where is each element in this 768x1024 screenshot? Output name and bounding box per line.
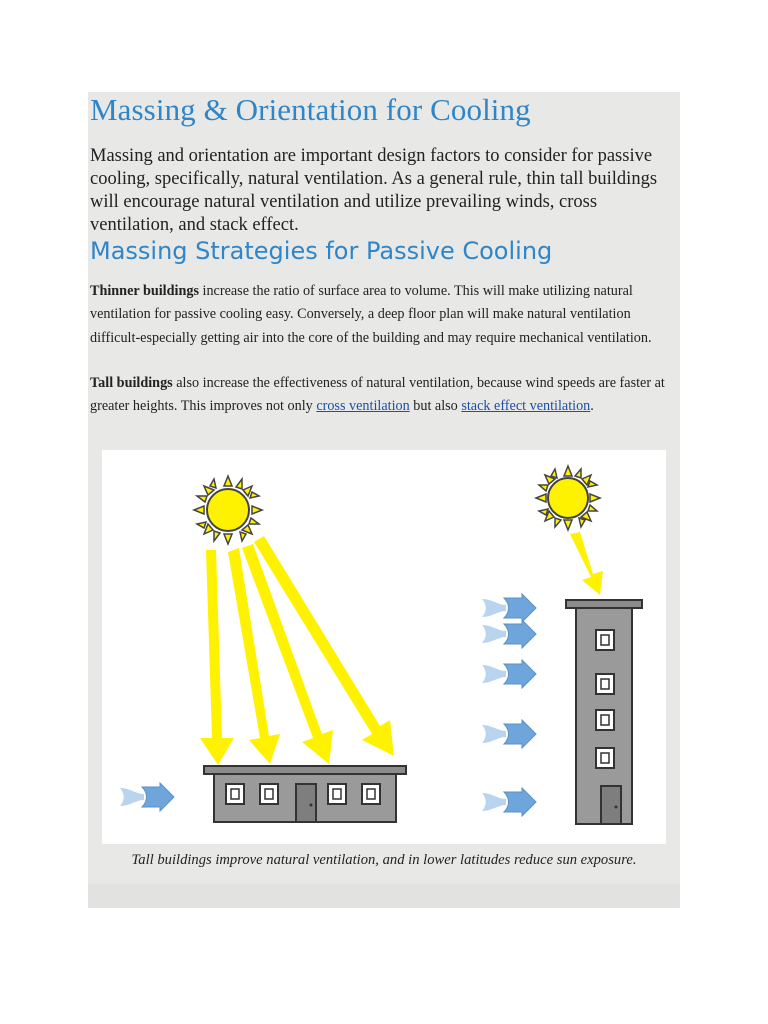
figure-illustration [102, 450, 666, 844]
sun-ray-arrow-icon [254, 536, 394, 756]
tall-buildings-term: Tall buildings [90, 375, 173, 391]
sun-icon [194, 476, 262, 544]
sun-ray-arrow-icon [228, 548, 280, 764]
sun-ray-arrows-left [200, 536, 394, 765]
wind-arrow-icon [482, 594, 536, 622]
tall-buildings-text-3: . [590, 398, 594, 415]
wind-arrow-icon [482, 788, 536, 816]
tall-buildings-paragraph [90, 372, 680, 419]
section-heading: Massing Strategies for Passive Cooling [90, 237, 553, 265]
cross-ventilation-link[interactable]: cross ventilation [316, 398, 410, 415]
thinner-buildings-paragraph [90, 280, 680, 350]
low-building-icon [204, 766, 406, 822]
intro-paragraph: Massing and orientation are important design factors to consider for passive cooling, specifically, natural ventilation. As a general rule, thin tall buildings will encourage natural ventilation and utilize prevailing winds, cross ventilation, and stack effect. [90, 146, 658, 235]
tall-buildings-text-2: but also [409, 398, 462, 415]
bottom-strip [88, 884, 680, 908]
sun-icon [536, 466, 600, 530]
sun-ray-arrow-icon [570, 532, 603, 595]
wind-arrow-icon [120, 783, 174, 811]
wind-arrow-icon [482, 720, 536, 748]
thinner-buildings-term: Thinner buildings [90, 283, 199, 299]
thinner-buildings-text: increase the ratio of surface area to volume. This will make utilizing natural ventilation for passive cooling easy. Conversely, a deep floor plan will make natural ventilation difficult-especially getting air into the core of the building and may require mechanical ventilation. [90, 283, 652, 346]
tall-buildings-text-1: also increase the effectiveness of natural ventilation, because wind speeds are faster at greater heights. This improves not only [90, 375, 665, 415]
tall-building-icon [566, 600, 642, 824]
wind-arrow-icon [482, 620, 536, 648]
stack-effect-ventilation-link[interactable]: stack effect ventilation [461, 398, 591, 415]
wind-arrows-right [482, 594, 536, 816]
figure-caption: Tall buildings improve natural ventilation, and in lower latitudes reduce sun exposure. [131, 852, 637, 868]
wind-arrow-icon [482, 660, 536, 688]
sun-ray-arrow-icon [200, 550, 234, 765]
page-title: Massing & Orientation for Cooling [90, 92, 531, 127]
ventilation-diagram [102, 450, 666, 844]
